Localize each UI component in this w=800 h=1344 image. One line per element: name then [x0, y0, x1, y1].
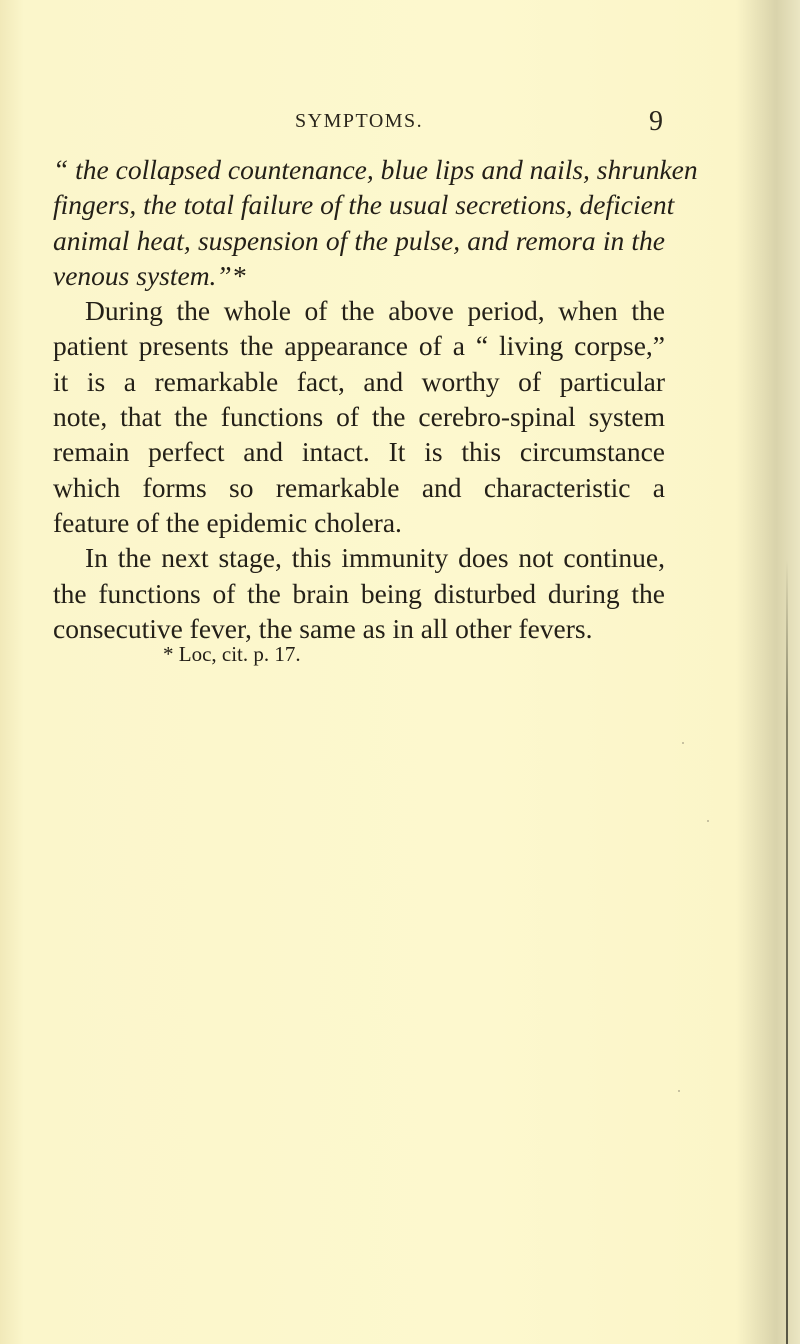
page-edge-shadow: [786, 560, 788, 1344]
running-title: SYMPTOMS.: [295, 110, 424, 132]
text-line: which forms so remarkable and characteristic a: [53, 471, 665, 503]
text-line: venous system.”*: [53, 259, 246, 291]
text-line: “ the collapsed countenance, blue lips and nails, shrunken: [53, 154, 698, 185]
paragraph-first-line: In the next stage, this immunity does not continue,: [85, 542, 665, 574]
text-line: patient presents the appearance of a “ living corpse,”: [53, 330, 665, 362]
text-line: note, that the functions of the cerebro-spinal system: [53, 401, 665, 433]
text-line: it is a remarkable fact, and worthy of particular: [53, 365, 665, 397]
text-line: fingers, the total failure of the usual secretions, deficient: [53, 189, 675, 221]
paragraph-first-line: During the whole of the above period, when the: [85, 295, 665, 327]
paper-speck: [707, 820, 709, 822]
text-line: remain perfect and intact. It is this circumstance: [53, 436, 665, 468]
paper-speck: [682, 742, 684, 744]
footnote: * Loc, cit. p. 17.: [163, 642, 301, 666]
text-line: feature of the epidemic cholera.: [53, 506, 402, 538]
text-line: consecutive fever, the same as in all other fevers.: [53, 612, 593, 644]
page-number: 9: [649, 106, 663, 137]
body-text: [53, 152, 698, 646]
text-line: the functions of the brain being disturbed during the: [53, 577, 665, 609]
text-line: animal heat, suspension of the pulse, and remora in the: [53, 224, 665, 256]
paper-speck: [678, 1090, 680, 1092]
running-header: [55, 106, 663, 138]
